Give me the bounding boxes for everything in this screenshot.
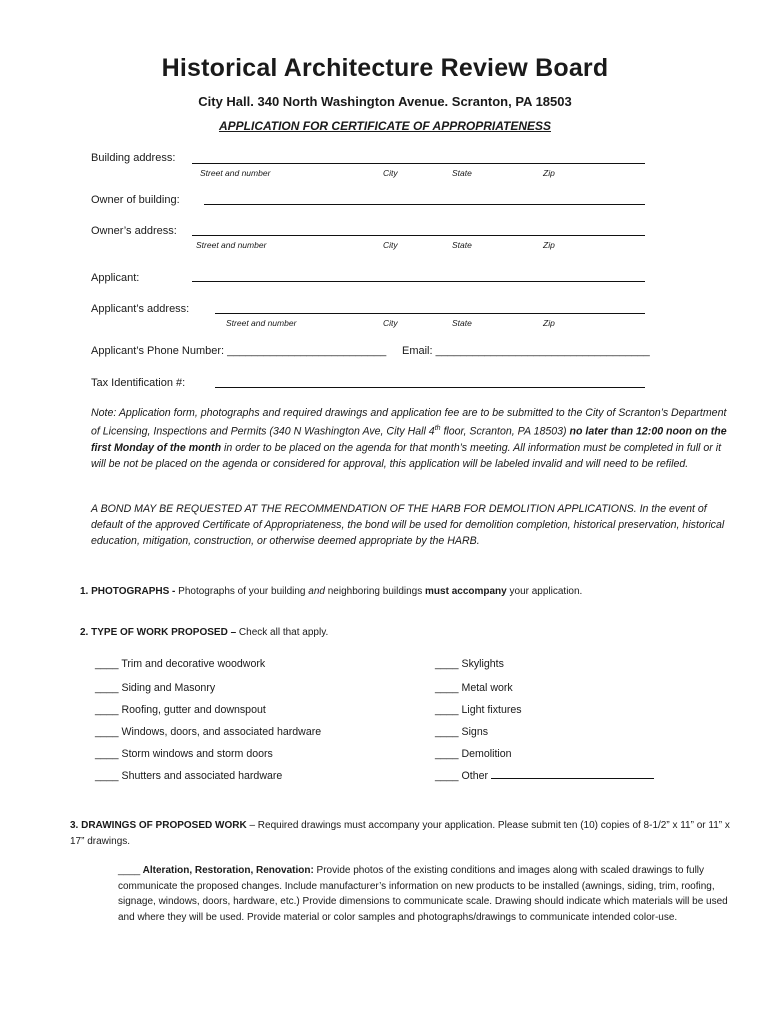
owner-zip-sublabel: Zip bbox=[543, 240, 555, 250]
form-header-title: Historical Architecture Review Board bbox=[161, 54, 609, 82]
building-city-sublabel: City bbox=[383, 168, 398, 178]
applicant-street-sublabel: Street and number bbox=[226, 318, 297, 328]
checkbox-trim[interactable]: ____ Trim and decorative woodwork bbox=[95, 658, 266, 670]
section-drawings bbox=[70, 818, 738, 850]
checkbox-siding[interactable]: ____ Siding and Masonry bbox=[95, 682, 216, 694]
owner-label: Owner of building: bbox=[91, 194, 180, 206]
photographs-must-accompany: must accompany bbox=[425, 586, 507, 597]
building-street-sublabel: Street and number bbox=[200, 168, 271, 178]
checkbox-signs[interactable]: ____ Signs bbox=[435, 726, 489, 738]
photographs-text-a: Photographs of your building bbox=[175, 586, 309, 597]
tax-id-label: Tax Identification #: bbox=[91, 377, 186, 389]
alteration-checkbox[interactable]: ____ bbox=[118, 865, 141, 876]
other-specify-line[interactable] bbox=[491, 778, 654, 779]
type-of-work-text: Check all that apply. bbox=[236, 627, 329, 638]
email-field[interactable]: Email: ___________________________________ bbox=[402, 345, 650, 357]
applicant-state-sublabel: State bbox=[452, 318, 472, 328]
checkbox-storm-windows[interactable]: ____ Storm windows and storm doors bbox=[95, 748, 273, 760]
alteration-heading: Alteration, Restoration, Renovation: bbox=[140, 865, 314, 876]
applicant-label: Applicant: bbox=[91, 272, 140, 284]
applicant-address-label: Applicant’s address: bbox=[91, 303, 190, 315]
owner-city-sublabel: City bbox=[383, 240, 398, 250]
submission-note bbox=[91, 405, 731, 472]
photographs-text-b: neighboring buildings bbox=[324, 586, 426, 597]
note-rest: in order to be placed on the agenda for that month’s meeting. All information must be completed in full or it will be not be placed on the agenda or considered for approval, this application will be labeled invalid and will need to be refiled. bbox=[91, 441, 722, 470]
checkbox-skylights[interactable]: ____ Skylights bbox=[435, 658, 504, 670]
bond-notice: A BOND MAY BE REQUESTED AT THE RECOMMENDATION OF THE HARB FOR DEMOLITION APPLICATIONS. In the event of default of the approved Certificate of Appropriateness, the bond will be used for demolition completion, historical preservation, historical education, mitigation, construction, or otherwise deemed appropriate by the HARB. bbox=[91, 503, 725, 547]
drawings-heading: 3. DRAWINGS OF PROPOSED WORK bbox=[70, 820, 247, 831]
checkbox-roofing[interactable]: ____ Roofing, gutter and downspout bbox=[95, 704, 266, 716]
photographs-text-c: your application. bbox=[506, 586, 583, 597]
checkbox-light-fixtures[interactable]: ____ Light fixtures bbox=[435, 704, 522, 716]
form-title: APPLICATION FOR CERTIFICATE OF APPROPRIATENESS bbox=[218, 119, 551, 133]
owner-line[interactable] bbox=[204, 204, 645, 205]
checkbox-other[interactable] bbox=[435, 770, 654, 782]
note-after-superscript: floor, Scranton, PA 18503) bbox=[440, 425, 570, 438]
checkbox-other-label: ____ Other bbox=[435, 770, 489, 782]
drawings-item-alteration bbox=[118, 863, 733, 925]
building-zip-sublabel: Zip bbox=[543, 168, 555, 178]
note-deadline: no later than 12:00 noon on the first Monday of the month bbox=[91, 425, 727, 454]
owner-address-label: Owner’s address: bbox=[91, 225, 177, 237]
building-address-label: Building address: bbox=[91, 152, 176, 164]
owner-address-line[interactable] bbox=[192, 235, 645, 236]
note-superscript: th bbox=[434, 425, 441, 432]
owner-state-sublabel: State bbox=[452, 240, 472, 250]
checkbox-shutters[interactable]: ____ Shutters and associated hardware bbox=[95, 770, 283, 782]
applicant-phone-field[interactable]: Applicant’s Phone Number: __________________________ bbox=[91, 345, 387, 357]
applicant-line[interactable] bbox=[192, 281, 645, 282]
applicant-zip-sublabel: Zip bbox=[543, 318, 555, 328]
photographs-heading: 1. PHOTOGRAPHS - bbox=[80, 586, 176, 597]
alteration-text: Provide photos of the existing conditions and images along with scaled drawings to fully communicate the proposed changes. Include manufacturer’s information on new products to be installed (awnings, siding, trim, roofing, signage, windows, doors, hardware, etc.) Provide dimensions to communicate scale. Drawing should indicate which materials will be used and where they will be used. Provide material or color samples and photographs/drawings to communicate intended color-use. bbox=[118, 865, 728, 923]
photographs-text-and: and bbox=[308, 586, 325, 597]
section-photographs bbox=[80, 586, 582, 597]
checkbox-windows[interactable]: ____ Windows, doors, and associated hardware bbox=[95, 726, 322, 738]
drawings-text: – Required drawings must accompany your application. Please submit ten (10) copies of 8-1/2” x 11” or 11” x 17” drawings. bbox=[70, 820, 730, 847]
city-hall-address: City Hall. 340 North Washington Avenue. Scranton, PA 18503 bbox=[198, 94, 572, 109]
owner-street-sublabel: Street and number bbox=[196, 240, 267, 250]
checkbox-metal-work[interactable]: ____ Metal work bbox=[435, 682, 513, 694]
building-address-line[interactable] bbox=[192, 163, 645, 164]
tax-id-line[interactable] bbox=[215, 387, 645, 388]
note-intro: Note: Application form, photographs and required drawings and application fee are to be submitted to the City of Scranton’s Department of Licensing, Inspections and Permits (340 N Washington Ave, City Hall 4 bbox=[91, 407, 727, 438]
building-state-sublabel: State bbox=[452, 168, 472, 178]
checkbox-demolition[interactable]: ____ Demolition bbox=[435, 748, 512, 760]
type-of-work-heading: 2. TYPE OF WORK PROPOSED – bbox=[80, 627, 237, 638]
section-type-of-work bbox=[80, 627, 328, 638]
applicant-city-sublabel: City bbox=[383, 318, 398, 328]
applicant-address-line[interactable] bbox=[215, 313, 645, 314]
